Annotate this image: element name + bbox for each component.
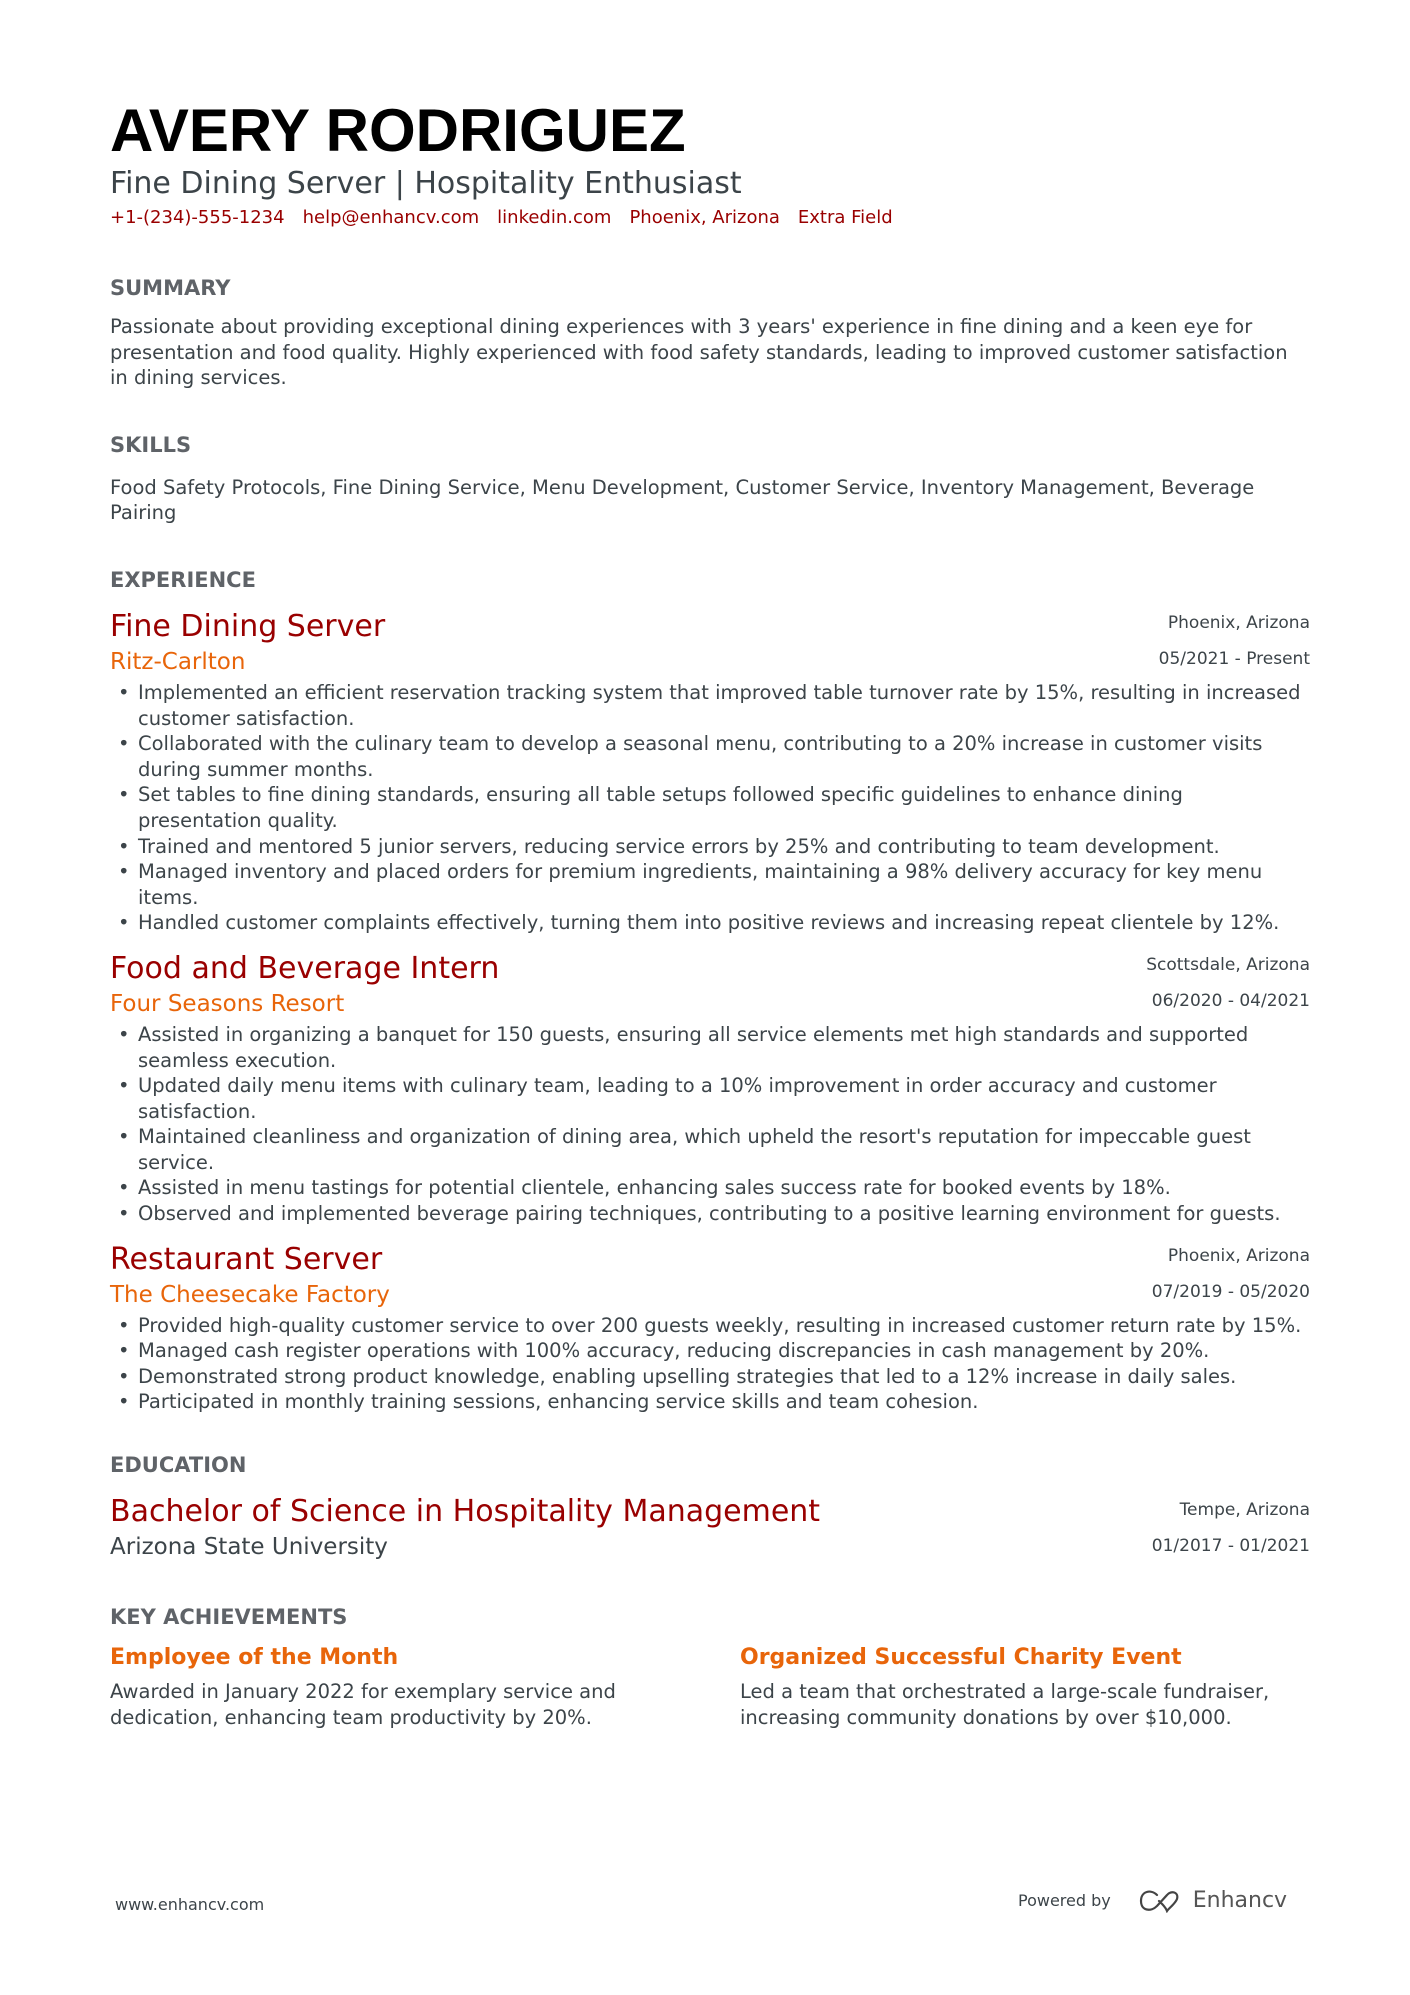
achievements-heading: KEY ACHIEVEMENTS (110, 1605, 348, 1630)
job-location: Phoenix, Arizona (1167, 1245, 1310, 1266)
degree: Bachelor of Science in Hospitality Management (110, 1494, 821, 1530)
job-bullet: • Set tables to fine dining standards, ensuring all table setups followed specific guidelines to enhance dining presentation quality. (110, 782, 1310, 833)
job-bullet: • Trained and mentored 5 junior servers, reducing service errors by 25% and contributing to team development. (110, 834, 1310, 860)
job-bullet: • Participated in monthly training sessions, enhancing service skills and team cohesion. (110, 1389, 1310, 1415)
job-bullet: • Managed cash register operations with 100% accuracy, reducing discrepancies in cash management by 20%. (110, 1338, 1310, 1364)
linkedin[interactable]: linkedin.com (497, 207, 612, 228)
achievement-title: Employee of the Month (110, 1645, 399, 1671)
candidate-name: AVERY RODRIGUEZ (110, 97, 686, 164)
job-dates: 06/2020 - 04/2021 (1151, 990, 1310, 1011)
job-location: Scottsdale, Arizona (1146, 954, 1310, 975)
job-bullets (110, 680, 1310, 936)
job-bullet: • Assisted in organizing a banquet for 150 guests, ensuring all service elements met high standards and supported seamless execution. (110, 1022, 1310, 1073)
job-bullet: • Updated daily menu items with culinary team, leading to a 10% improvement in order accuracy and customer satisfaction. (110, 1073, 1310, 1124)
job-bullet: • Demonstrated strong product knowledge, enabling upselling strategies that led to a 12% increase in daily sales. (110, 1364, 1310, 1390)
job-dates: 05/2021 - Present (1158, 648, 1310, 669)
achievement-text: Led a team that orchestrated a large-scale fundraiser, increasing community donations by over $10,000. (740, 1680, 1270, 1729)
achievements-list (110, 1643, 1310, 1730)
job-entry (110, 1241, 1310, 1415)
contact-info (110, 206, 1310, 230)
job-bullet: • Observed and implemented beverage pairing techniques, contributing to a positive learning environment for guests. (110, 1201, 1310, 1227)
job-title: Food and Beverage Intern (110, 950, 500, 986)
skills-text: Food Safety Protocols, Fine Dining Service, Menu Development, Customer Service, Inventory Management, Beverage Pairing (110, 475, 1255, 525)
job-bullet: • Provided high-quality customer service to over 200 guests weekly, resulting in increased customer return rate by 15%. (110, 1313, 1310, 1339)
achievement-text: Awarded in January 2022 for exemplary service and dedication, enhancing team productivity by 20%. (110, 1680, 616, 1729)
job-bullet: • Maintained cleanliness and organization of dining area, which upheld the resort's reputation for impeccable guest service. (110, 1124, 1310, 1175)
education-heading: EDUCATION (110, 1453, 247, 1478)
job-bullet: • Managed inventory and placed orders for premium ingredients, maintaining a 98% delivery accuracy for key menu items. (110, 859, 1310, 910)
company-name: The Cheesecake Factory (110, 1281, 390, 1308)
education-entry (110, 1493, 1310, 1563)
summary-text: Passionate about providing exceptional dining experiences with 3 years' experience in fine dining and a keen eye for presentation and food quality. Highly experienced with food safety standards, leading to improved customer satisfaction in dining services. (110, 315, 1288, 390)
school: Arizona State University (110, 1534, 388, 1561)
footer-website[interactable]: www.enhancv.com (115, 1895, 265, 1914)
candidate-title: Fine Dining Server | Hospitality Enthusiast (110, 166, 742, 201)
company-name: Four Seasons Resort (110, 990, 345, 1017)
job-bullet: • Handled customer complaints effectively, turning them into positive reviews and increasing repeat clientele by 12%. (110, 910, 1310, 936)
extra-field: Extra Field (797, 207, 893, 228)
experience-heading: EXPERIENCE (110, 567, 256, 592)
job-bullet: • Collaborated with the culinary team to develop a seasonal menu, contributing to a 20% increase in customer visits during summer months. (110, 731, 1310, 782)
resume (110, 98, 1310, 1730)
job-dates: 07/2019 - 05/2020 (1151, 1281, 1310, 1302)
job-location: Phoenix, Arizona (1167, 612, 1310, 633)
enhancv-logo[interactable] (1137, 1888, 1287, 1913)
powered-by (1018, 1888, 1287, 1913)
education-dates: 01/2017 - 01/2021 (1151, 1536, 1310, 1557)
achievement-item (110, 1643, 680, 1730)
job-bullet: • Implemented an efficient reservation tracking system that improved table turnover rate by 15%, resulting in increased customer satisfaction. (110, 680, 1310, 731)
achievement-item (740, 1643, 1310, 1730)
job-bullet: • Assisted in menu tastings for potential clientele, enhancing sales success rate for booked events by 18%. (110, 1175, 1310, 1201)
job-bullets (110, 1313, 1310, 1415)
company-name: Ritz-Carlton (110, 648, 246, 675)
job-title: Restaurant Server (110, 1241, 383, 1277)
email[interactable]: help@enhancv.com (302, 207, 480, 228)
job-bullets (110, 1022, 1310, 1227)
powered-by-label: Powered by (1018, 1891, 1111, 1910)
achievement-title: Organized Successful Charity Event (740, 1645, 1182, 1671)
job-entry (110, 950, 1310, 1227)
location: Phoenix, Arizona (629, 207, 780, 228)
skills-heading: SKILLS (110, 432, 192, 457)
brand-name: Enhancv (1192, 1888, 1288, 1913)
enhancv-logo-icon (1137, 1889, 1183, 1913)
job-title: Fine Dining Server (110, 608, 386, 644)
phone[interactable]: +1-(234)-555-1234 (110, 207, 285, 228)
summary-heading: SUMMARY (110, 276, 231, 300)
job-entry (110, 608, 1310, 936)
education-location: Tempe, Arizona (1179, 1500, 1310, 1521)
